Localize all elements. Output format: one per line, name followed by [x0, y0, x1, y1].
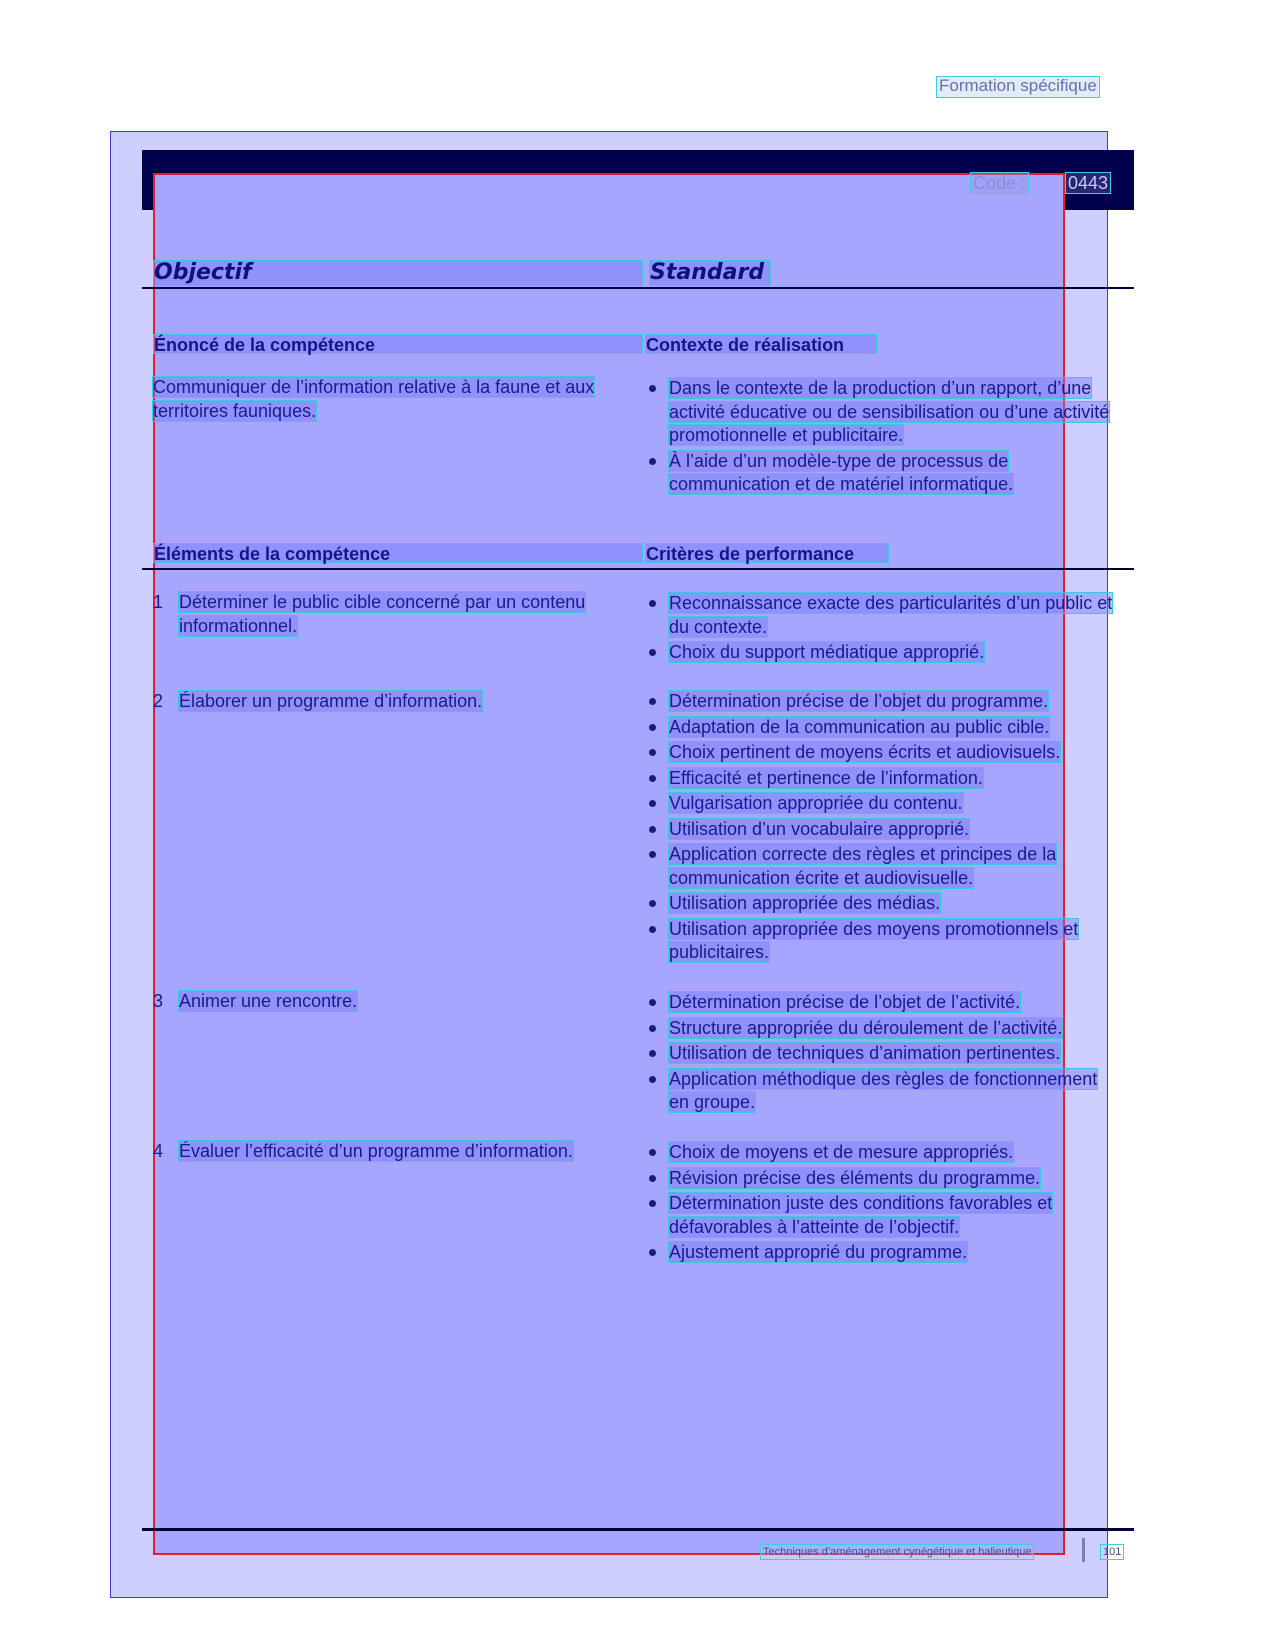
competence-text: Communiquer de l’information relative à la faune et aux territoires fauniques. — [153, 377, 595, 421]
element-number: 4 — [153, 1141, 164, 1161]
criteria-item: Vulgarisation appropriée du contenu. — [647, 792, 1122, 816]
bullet-icon — [649, 385, 656, 392]
contexte-list — [647, 377, 1117, 497]
criteria-item: Utilisation de techniques d’animation pertinentes. — [647, 1042, 1122, 1066]
element-text: Animer une rencontre. — [179, 991, 358, 1011]
criteria-list — [647, 991, 1122, 1115]
competence-statement — [153, 376, 628, 423]
criteria-item: Utilisation d’un vocabulaire approprié. — [647, 818, 1122, 842]
element-item — [153, 1140, 633, 1164]
bullet-icon — [649, 1149, 656, 1156]
criteria-item: Révision précise des éléments du programme. — [647, 1167, 1117, 1191]
footer-rule — [142, 1528, 1134, 1531]
section-header: Formation spécifique — [936, 76, 1100, 98]
bullet-icon — [649, 900, 656, 907]
criteria-list — [647, 690, 1122, 965]
bullet-icon — [649, 775, 656, 782]
criteria-list — [647, 592, 1117, 665]
bullet-icon — [649, 1249, 656, 1256]
contexte-item: Dans le contexte de la production d’un rapport, d’une activité éducative ou de sensibilisation ou d’une activité promotionnelle et publicitaire. — [647, 377, 1117, 448]
bullet-icon — [649, 1025, 656, 1032]
bullet-icon — [649, 926, 656, 933]
criteria-item: Reconnaissance exacte des particularités d’un public et du contexte. — [647, 592, 1117, 639]
footer-program: Techniques d’aménagement cynégétique et halieutique — [760, 1544, 1034, 1560]
bullet-icon — [649, 649, 656, 656]
element-item — [153, 690, 633, 714]
element-number: 2 — [153, 691, 164, 711]
criteria-item: Détermination précise de l’objet de l’activité. — [647, 991, 1122, 1015]
bullet-icon — [649, 698, 656, 705]
bullet-icon — [649, 1076, 656, 1083]
bullet-icon — [649, 851, 656, 858]
element-text: Déterminer le public cible concerné par un contenu informationnel. — [179, 592, 586, 636]
criteria-list — [647, 1141, 1117, 1265]
criteria-item: Détermination précise de l’objet du programme. — [647, 690, 1122, 714]
objectif-title: Objectif — [153, 260, 643, 286]
footer-separator — [1082, 1538, 1085, 1562]
code-value: 0443 — [1065, 172, 1111, 194]
bullet-icon — [649, 826, 656, 833]
bullet-icon — [649, 1200, 656, 1207]
bullet-icon — [649, 600, 656, 607]
bullet-icon — [649, 749, 656, 756]
element-text: Évaluer l’efficacité d’un programme d’information. — [179, 1141, 573, 1161]
criteria-item: Utilisation appropriée des médias. — [647, 892, 1122, 916]
element-text: Élaborer un programme d’information. — [179, 691, 483, 711]
criteria-item: Ajustement approprié du programme. — [647, 1241, 1117, 1265]
criteria-item: Choix pertinent de moyens écrits et audiovisuels. — [647, 741, 1122, 765]
criteria-item: Utilisation appropriée des moyens promotionnels et publicitaires. — [647, 918, 1122, 965]
enonce-heading: Énoncé de la compétence — [153, 334, 643, 354]
criteria-item: Application correcte des règles et principes de la communication écrite et audiovisuelle. — [647, 843, 1122, 890]
element-number: 1 — [153, 592, 164, 612]
bullet-icon — [649, 1175, 656, 1182]
criteria-item: Détermination juste des conditions favorables et défavorables à l’atteinte de l’objectif. — [647, 1192, 1117, 1239]
element-item — [153, 591, 633, 638]
criteria-item: Structure appropriée du déroulement de l’activité. — [647, 1017, 1122, 1041]
criteria-item: Adaptation de la communication au public cible. — [647, 716, 1122, 740]
contexte-item: À l’aide d’un modèle-type de processus de communication et de matériel informatique. — [647, 450, 1117, 497]
bullet-icon — [649, 1050, 656, 1057]
criteres-heading: Critères de performance — [645, 543, 889, 563]
bullet-icon — [649, 458, 656, 465]
criteria-item: Choix du support médiatique approprié. — [647, 641, 1117, 665]
criteria-item: Application méthodique des règles de fonctionnement en groupe. — [647, 1068, 1122, 1115]
title-rule — [142, 287, 1134, 289]
criteria-item: Choix de moyens et de mesure appropriés. — [647, 1141, 1117, 1165]
bullet-icon — [649, 999, 656, 1006]
standard-title: Standard — [649, 260, 771, 286]
elements-heading: Éléments de la compétence — [153, 543, 643, 563]
bullet-icon — [649, 724, 656, 731]
contexte-heading: Contexte de réalisation — [645, 334, 877, 354]
element-item — [153, 990, 633, 1014]
element-number: 3 — [153, 991, 164, 1011]
code-label: Code : — [970, 172, 1029, 194]
page-number: 101 — [1100, 1544, 1124, 1560]
criteria-item: Efficacité et pertinence de l’information. — [647, 767, 1122, 791]
elements-rule — [142, 568, 1134, 570]
bullet-icon — [649, 800, 656, 807]
